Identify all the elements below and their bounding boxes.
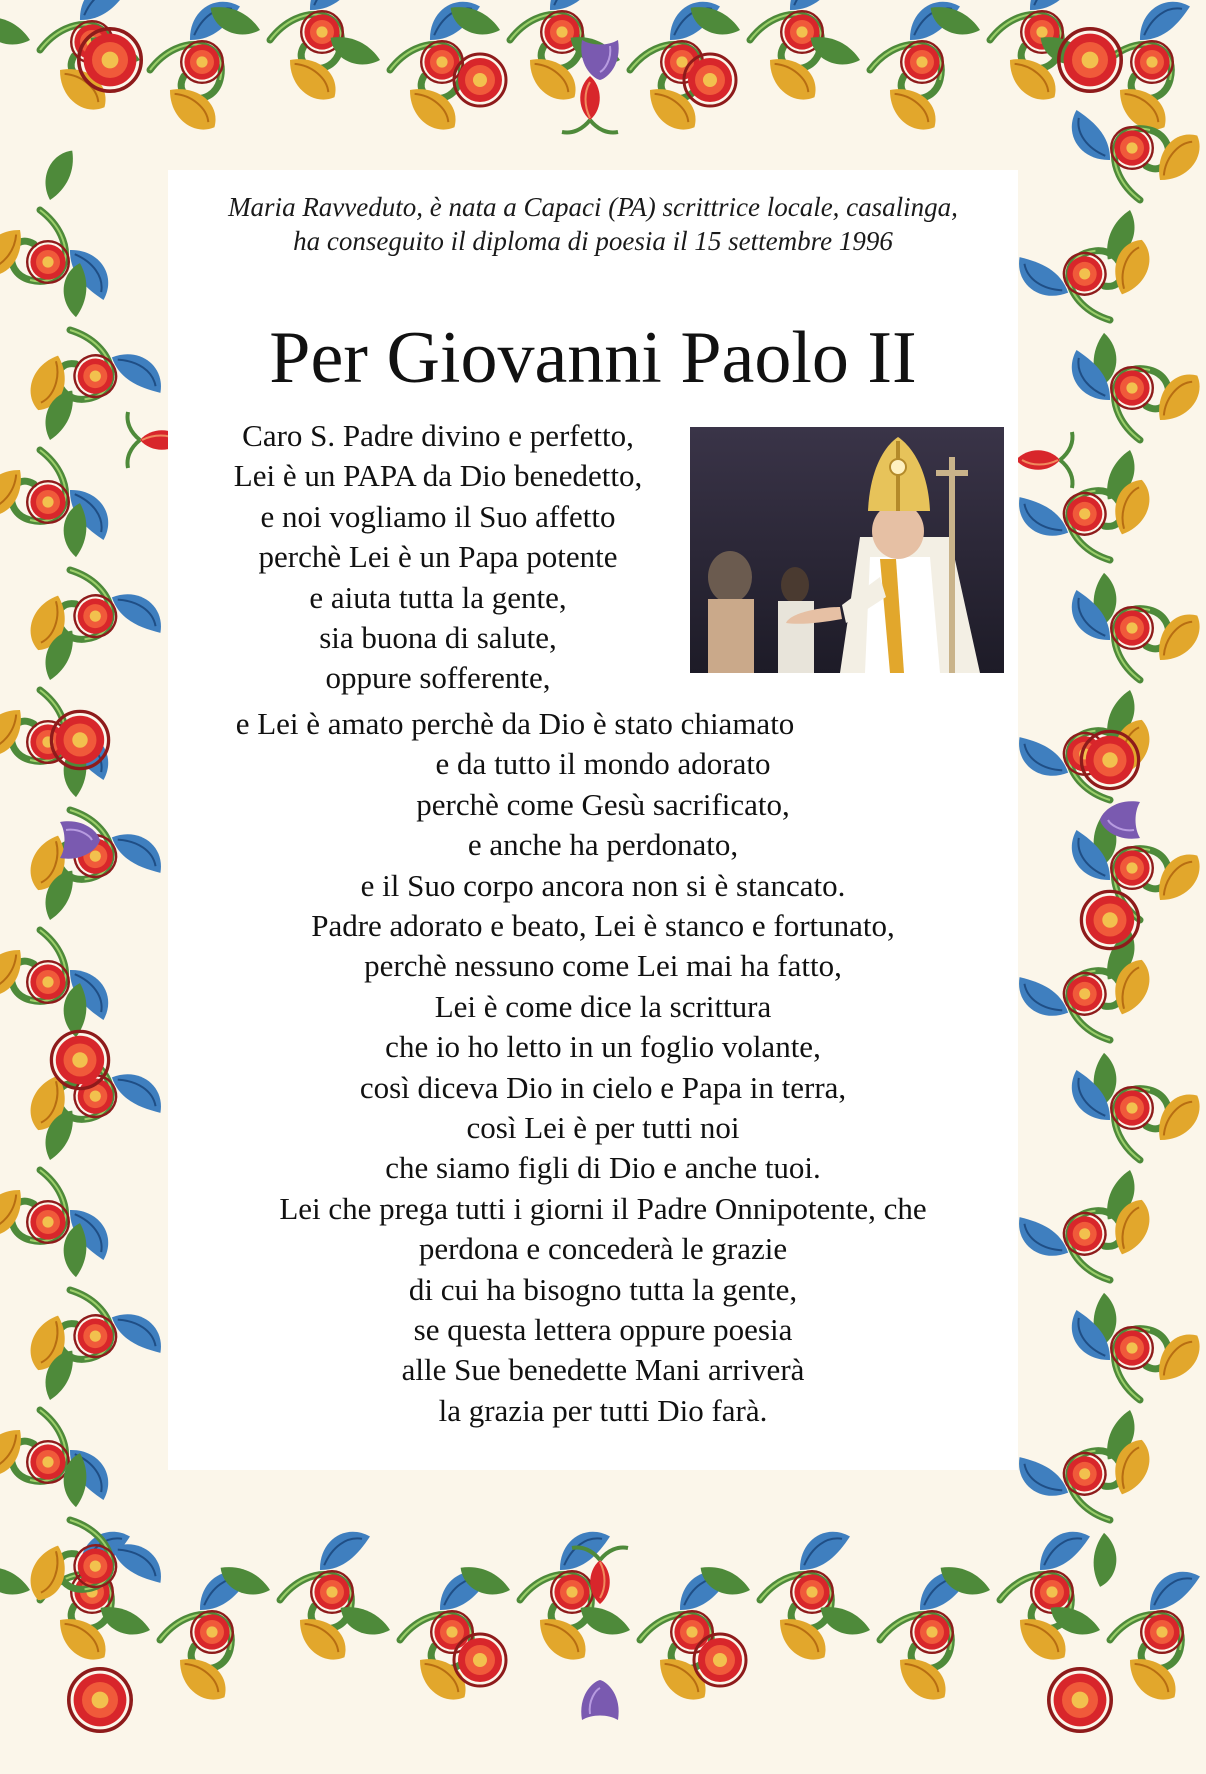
poem-line-15: Lei è come dice la scrittura [434,989,772,1024]
poem-line-1: Caro S. Padre divino e perfetto, [242,418,634,453]
poem-line-5: e aiuta tutta la gente, [309,580,567,615]
poem-line-25: la grazia per tutti Dio farà. [438,1393,768,1428]
poem-line-2: Lei è un PAPA da Dio benedetto, [233,458,643,493]
poem-line-23: se questa lettera oppure poesia [413,1312,793,1347]
poem-line-17: così diceva Dio in cielo e Papa in terra, [359,1070,847,1105]
poem-line-13: Padre adorato e beato, Lei è stanco e fortunato, [311,908,895,943]
poem-line-12: e il Suo corpo ancora non si è stancato. [360,868,846,903]
page-title: Per Giovanni Paolo II [269,317,917,399]
poem-line-6: sia buona di salute, [319,620,557,655]
poem-line-16: che io ho letto in un foglio volante, [385,1029,821,1064]
author-note-line-2: ha conseguito il diploma di poesia il 15 settembre 1996 [293,226,893,256]
author-note-line-1: Maria Ravveduto, è nata a Capaci (PA) scrittrice locale, casalinga, [228,192,958,222]
poem-line-21: perdona e concederà le grazie [418,1231,788,1266]
author-note [175,190,1011,258]
poem-line-22: di cui ha bisogno tutta la gente, [408,1272,798,1307]
poem-line-8: e Lei è amato perchè da Dio è stato chiamato [235,706,795,741]
poem-line-18: così Lei è per tutti noi [466,1110,740,1145]
poem-line-3: e noi vogliamo il Suo affetto [260,499,616,534]
poem-line-24: alle Sue benedette Mani arriverà [401,1352,805,1387]
poem-line-20: Lei che prega tutti i giorni il Padre Onnipotente, che [279,1191,927,1226]
poem-line-7: oppure sofferente, [325,660,551,695]
pope-photo-icon [690,427,1004,673]
poem-line-19: che siamo figli di Dio e anche tuoi. [385,1150,821,1185]
poem-line-10: perchè come Gesù sacrificato, [416,787,790,822]
poem-line-9: e da tutto il mondo adorato [435,746,771,781]
poem-line-11: e anche ha perdonato, [467,827,739,862]
poem-line-4: perchè Lei è un Papa potente [258,539,618,574]
poem-line-14: perchè nessuno come Lei mai ha fatto, [364,948,842,983]
